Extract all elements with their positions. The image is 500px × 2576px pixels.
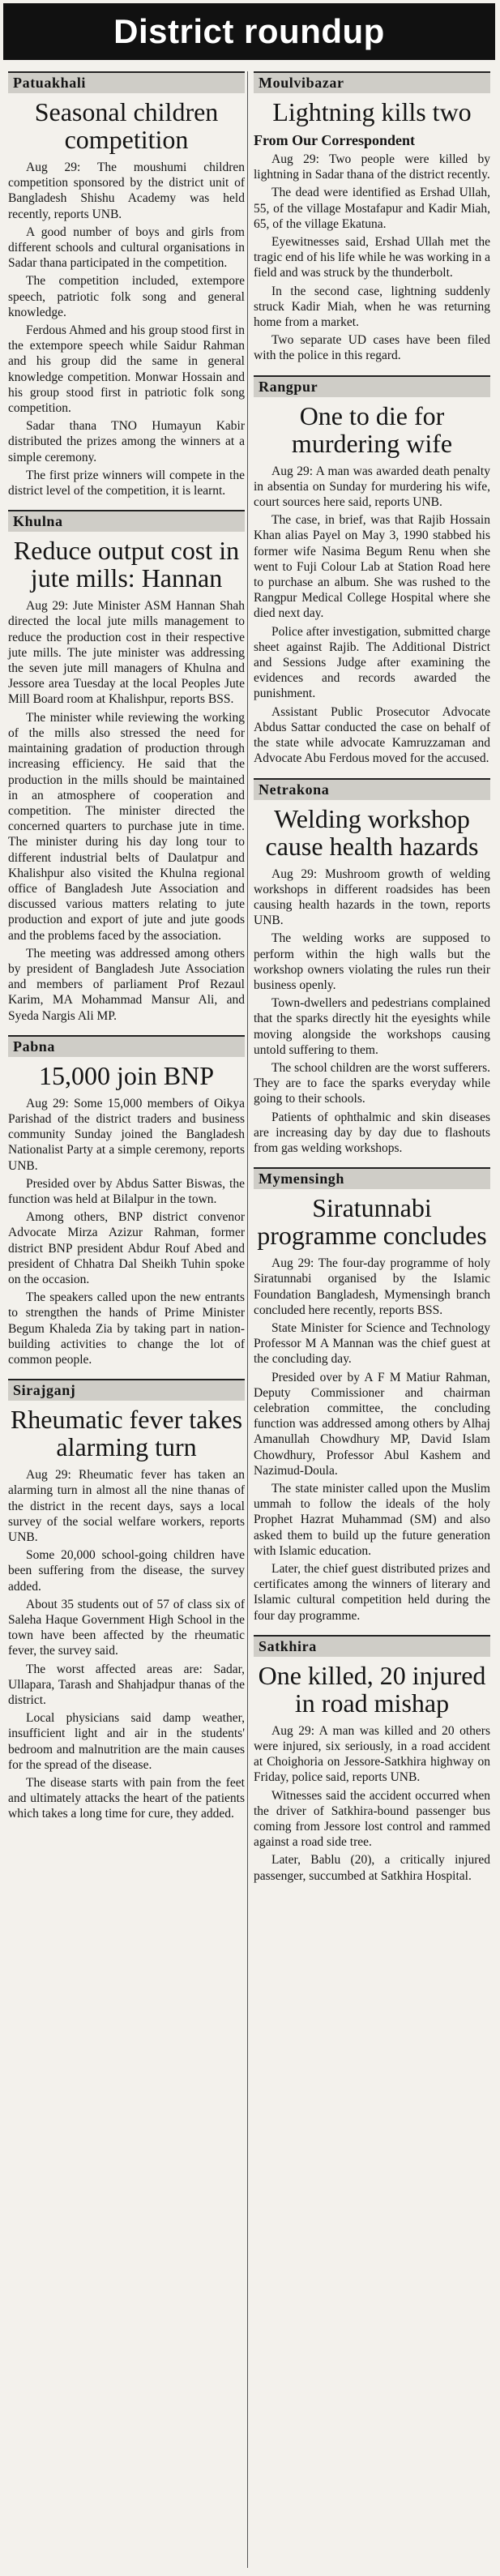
body-paragraph: The first prize winners will compete in the district level of the competition, it is learnt. [8,468,245,499]
body-paragraph: The case, in brief, was that Rajib Hossain Khan alias Payel on May 3, 1990 stabbed his former wife Nasima Begum Renu when she went to Fuji Colour Lab at Station Road here to purchase an album. She was rushed to the Rangpur Medical College Hospital where she died next day. [254,513,490,621]
body-paragraph: Aug 29: A man was awarded death penalty in absentia on Sunday for murdering his wife, court sources here said, reports UNB. [254,464,490,510]
story-headline: Lightning kills two [272,97,472,126]
section-banner: District roundup [3,3,495,60]
dateline: Mymensingh [254,1167,490,1189]
body-paragraph: The state minister called upon the Muslim ummah to follow the ideals of the holy Prophet Hazrat Muhammad (SM) and also asked them to build up the future generation with Islamic education. [254,1482,490,1558]
dateline: Khulna [8,510,245,532]
story [254,1635,490,1884]
story-headline: One to die for murdering wife [291,400,453,458]
body-paragraph: Witnesses said the accident occurred when the driver of Satkhira-bound passenger bus coming from Jessore lost control and rammed against a road side tree. [254,1788,490,1850]
body-paragraph: Eyewitnesses said, Ershad Ullah met the tragic end of his life while he was working in a field and was struck by the thunderbolt. [254,235,490,280]
body-paragraph: State Minister for Science and Technology Professor M A Mannan was the chief guest at the concluding day. [254,1320,490,1367]
body-paragraph: A good number of boys and girls from different schools and cultural organisations in Sadar thana participated in the competition. [8,225,245,271]
body-paragraph: Police after investigation, submitted charge sheet against Rajib. The Additional District and Sessions Judge after examining the evidences and records awarded the punishment. [254,624,490,701]
body-paragraph: Aug 29: Some 15,000 members of Oikya Parishad of the district traders and business community Sunday joined the Bangladesh Nationalist Party at a simple ceremony, reports UNB. [8,1096,245,1173]
story [8,1035,245,1367]
story-headline: One killed, 20 injured in road mishap [258,1660,486,1718]
body-paragraph: Town-dwellers and pedestrians complained that the sparks directly hit the eyesights while moving alongside the workshops causing untold suffering to them. [254,996,490,1057]
dateline: Pabna [8,1035,245,1057]
story-headline: Rheumatic fever takes alarming turn [10,1405,243,1462]
body-paragraph: The school children are the worst sufferers. They are to face the sparks everyday while going to their schools. [254,1060,490,1106]
byline: From Our Correspondent [254,132,416,148]
body-paragraph: Among others, BNP district convenor Advocate Mirza Azizur Rahman, former district BNP president Abdur Rouf Abed and president of Chhatra Dal Sheikh Tuhin spoke on the occasion. [8,1210,245,1286]
story [254,375,490,767]
body-paragraph: Two separate UD cases have been filed with the police in this regard. [254,333,490,363]
body-paragraph: Aug 29: The moushumi children competition sponsored by the district unit of Bangladesh Shishu Academy was held recently, reports UNB. [8,160,245,221]
body-paragraph: The disease starts with pain from the feet and ultimately attacks the heart of the patients which takes a long time for cure, they added. [8,1776,245,1821]
body-paragraph: About 35 students out of 57 of class six of Saleha Haque Government High School in the town have been affected by the rheumatic fever, the survey said. [8,1597,245,1658]
body-paragraph: In the second case, lightning suddenly struck Kadir Miah, when he was returning home from a market. [254,284,490,330]
body-paragraph: Assistant Public Prosecutor Advocate Abdus Sattar conducted the case on behalf of the state while advocate Kamruzzaman and Advocate Abu Ferdous moved for the accused. [254,704,490,766]
body-paragraph: The meeting was addressed among others by president of Bangladesh Jute Association and members of parliament Prof Rezaul Karim, MA Mohammad Mansur Ali, and Syeda Nargis Ali MP. [8,946,245,1023]
story [8,71,245,499]
body-paragraph: Some 20,000 school-going children have been suffering from the disease, the survey added. [8,1548,245,1594]
body-paragraph: Aug 29: Jute Minister ASM Hannan Shah directed the local jute mills management to reduce the production cost in their respective jute mills. The jute minister was addressing the seven jute mill managers of Khulna and Jessore area Tuesday at the local Peoples Jute Mill Board room at Khalishpur, reports BSS. [8,599,245,707]
body-paragraph: The competition included, extempore speech, patriotic folk song and general knowledge. [8,274,245,319]
dateline: Patuakhali [8,71,245,93]
dateline: Moulvibazar [254,71,490,93]
body-paragraph: Aug 29: Two people were killed by lightning in Sadar thana of the district recently. [254,152,490,182]
body-paragraph: Later, the chief guest distributed prizes and certificates among the winners of literary and Islamic cultural competition held during the four day programme. [254,1562,490,1623]
left-column [8,71,245,1834]
body-paragraph: Aug 29: A man was killed and 20 others were injured, six seriously, in a road accident at Choighoria on Jessore-Satkhira highway on Friday, police said, reports UNB. [254,1723,490,1785]
body-paragraph: Aug 29: Rheumatic fever has taken an alarming turn in almost all the nine thanas of the district in the recent days, says a local survey of the social welfare workers, reports UNB. [8,1468,245,1545]
story-headline: Siratunnabi programme concludes [257,1193,487,1251]
dateline: Sirajganj [8,1379,245,1401]
body-paragraph: The minister while reviewing the working of the mills also stressed the need for maintaining gradation of production through increasing efficiency. He said that the production in the mills should be maintained in an atmosphere of cooperation and competition. The minister directed the concerned quarters to purchase jute in time. The minister during his day long tour to different industrial belts of Daulatpur and Khalishpur also visited the Khulna regional office of Bangladesh Jute Association and discussed various matters relating to jute production and export of jute and jute goods and the problems faced by the association. [8,710,245,943]
body-paragraph: Local physicians said damp weather, insufficient light and air in the students' bedroom and malnutrition are the main causes for the spread of the disease. [8,1711,245,1772]
story-headline: Seasonal children competition [34,97,219,154]
story-headline: Reduce output cost in jute mills: Hannan [13,536,240,593]
body-paragraph: Presided over by Abdus Satter Biswas, the function was held at Bilalpur in the town. [8,1176,245,1206]
body-paragraph: The worst affected areas are: Sadar, Ullapara, Tarash and Shahjadpur thanas of the district. [8,1662,245,1708]
story-headline: 15,000 join BNP [38,1060,215,1090]
dateline: Netrakona [254,778,490,800]
body-paragraph: Later, Bablu (20), a critically injured passenger, succumbed at Satkhira Hospital. [254,1853,490,1883]
story [254,1167,490,1624]
body-paragraph: Aug 29: Mushroom growth of welding workshops in different roadsides has been causing health hazards in the town, reports UNB. [254,867,490,928]
story [254,71,490,364]
story-headline: Welding workshop cause health hazards [265,803,479,861]
story [8,1379,245,1821]
body-paragraph: The dead were identified as Ershad Ullah, 55, of the village Mostafapur and Kadir Miah, 65, of the village Ekatuna. [254,186,490,231]
body-paragraph: The welding works are supposed to perform within the high walls but the workshop owners violating the rules run their business openly. [254,931,490,992]
right-column [254,71,490,1895]
body-paragraph: Presided over by A F M Matiur Rahman, Deputy Commissioner and chairman celebration committee, the concluding function was addressed among others by Alhaj Amanullah Chowdhury MP, David Islam Chowdhury, Professor Abul Kashem and Nazimud-Doula. [254,1370,490,1478]
dateline: Satkhira [254,1635,490,1657]
story [8,510,245,1023]
body-paragraph: The speakers called upon the new entrants to strengthen the hands of Prime Minister Begum Khaleda Zia by taking part in nation-building activities to change the lot of common people. [8,1290,245,1367]
body-paragraph: Sadar thana TNO Humayun Kabir distributed the prizes among the winners at a simple ceremony. [8,419,245,464]
column-rule [247,71,248,2568]
body-paragraph: Aug 29: The four-day programme of holy Siratunnabi organised by the Islamic Foundation Bangladesh, Mymensingh branch concluded here recently, reports BSS. [254,1256,490,1317]
story [254,778,490,1157]
body-paragraph: Ferdous Ahmed and his group stood first in the extempore speech while Saidur Rahman and his group did the same in general knowledge competition. Monwar Hossain and his group stood first in patriotic folk song competition. [8,323,245,416]
dateline: Rangpur [254,375,490,397]
body-paragraph: Patients of ophthalmic and skin diseases are increasing day by day due to flashouts from gas welding workshops. [254,1110,490,1155]
